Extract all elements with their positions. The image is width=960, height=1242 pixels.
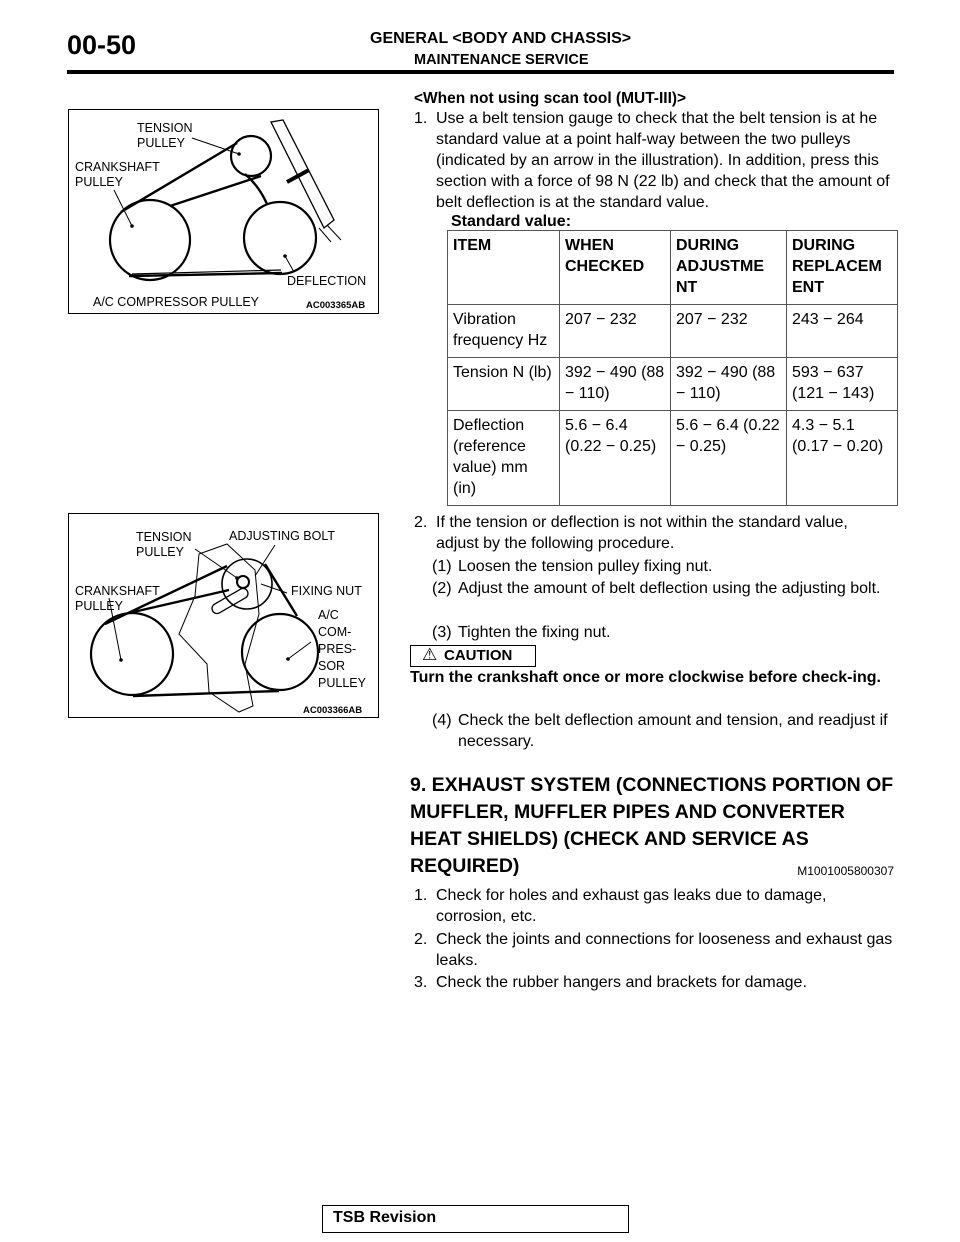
belt-tension-figure [68,109,379,314]
table-cell: 4.3 − 5.1 (0.17 − 0.20) [787,411,898,506]
label-deflection: DEFLECTION [287,274,367,288]
table-cell: 392 − 490 (88 − 110) [560,358,671,411]
item-text: Check the joints and connections for looseness and exhaust gas leaks. [436,931,893,969]
subsection-title: MAINTENANCE SERVICE [414,52,589,68]
item-number: 1. [414,887,428,904]
table-cell: 243 − 264 [787,305,898,358]
substep-number: (1) [432,558,452,575]
item-number: 3. [414,974,428,991]
item-number: 2. [414,931,428,948]
label-tension-pulley: PULLEY [136,545,184,559]
section-9-code: M1001005800307 [797,864,894,878]
item-text: Check for holes and exhaust gas leaks due to damage, corrosion, etc. [436,887,827,925]
substep-2 [432,578,894,599]
step-text: If the tension or deflection is not within the standard value, adjust by the following procedure. [436,514,848,552]
substep-3 [432,622,894,643]
caution-badge [410,645,536,667]
caution-label: CAUTION [444,647,513,664]
substep-number: (4) [432,712,452,729]
step-number: 2. [414,514,428,531]
label-ac-sor: SOR [318,659,346,673]
label-tension: TENSION [137,121,193,135]
table-cell: 593 − 637 (121 − 143) [787,358,898,411]
table-cell: 392 − 490 (88 − 110) [671,358,787,411]
belt-adjust-illustration [69,514,378,717]
label-crankshaft-pulley: PULLEY [75,599,123,613]
substep-number: (2) [432,580,452,597]
step-1 [414,108,894,213]
table-row [448,358,898,411]
substep-text: Check the belt deflection amount and tension, and readjust if necessary. [458,712,888,750]
section-9-heading: 9. EXHAUST SYSTEM (CONNECTIONS PORTION OF MUFFLER, MUFFLER PIPES AND CONVERTER HEAT SHIELDS) (CHECK AND SERVICE AS REQUIRED) [410,774,894,877]
label-ac-pulley: PULLEY [318,676,366,690]
step-2 [414,512,894,554]
label-ac-com: COM- [318,625,352,639]
table-cell: 5.6 − 6.4 (0.22 − 0.25) [560,411,671,506]
label-ac: A/C [318,608,339,622]
standard-value-label: Standard value: [451,213,572,230]
step-number: 1. [414,110,428,127]
label-crankshaft: CRANKSHAFT [75,160,160,174]
substep-4 [432,710,894,752]
substep-text: Loosen the tension pulley fixing nut. [458,558,713,575]
standard-value-table [447,230,898,506]
substep-number: (3) [432,624,452,641]
exhaust-item-3 [414,972,894,993]
label-adjusting-bolt: ADJUSTING BOLT [229,529,336,543]
tsb-revision-label: TSB Revision [333,1209,437,1226]
figure-code: AC003365AB [306,300,366,311]
exhaust-item-2 [414,929,894,971]
substep-1 [432,556,894,577]
table-header-cell: ITEM [448,231,560,305]
label-fixing-nut: FIXING NUT [291,584,362,598]
table-cell: Tension N (lb) [448,358,560,411]
section-title: GENERAL <BODY AND CHASSIS> [370,30,632,47]
page-number: 00-50 [67,30,137,60]
exhaust-item-1 [414,885,894,927]
table-cell: 207 − 232 [671,305,787,358]
label-crankshaft-pulley: PULLEY [75,175,123,189]
figure-code: AC003366AB [303,705,363,716]
table-cell: Deflection (reference value) mm (in) [448,411,560,506]
label-tension: TENSION [136,530,192,544]
belt-adjust-figure [68,513,379,718]
condition-heading: <When not using scan tool (MUT-III)> [414,90,687,107]
table-row [448,305,898,358]
table-header-row [448,231,898,305]
table-row [448,411,898,506]
caution-text: Turn the crankshaft once or more clockwise before check-ing. [410,669,881,686]
step-text: Use a belt tension gauge to check that the belt tension is at he standard value at a point half-way between the two pulleys (indicated by an arrow in the illustration). In addition, press this section with a force of 98 N (22 lb) and check that the amount of belt deflection is at the standard value. [436,110,890,211]
warning-triangle-icon: ⚠ [422,645,438,664]
substep-text: Adjust the amount of belt deflection using the adjusting bolt. [458,580,881,597]
label-tension-pulley: PULLEY [137,136,185,150]
table-header-cell: WHEN CHECKED [560,231,671,305]
table-header-cell: DURING ADJUSTME NT [671,231,787,305]
label-ac-pres: PRES- [318,642,357,656]
belt-tension-illustration [69,110,378,313]
label-ac-compressor-pulley: A/C COMPRESSOR PULLEY [93,295,260,309]
table-cell: 5.6 − 6.4 (0.22 − 0.25) [671,411,787,506]
table-cell: 207 − 232 [560,305,671,358]
table-header-cell: DURING REPLACEM ENT [787,231,898,305]
substep-text: Tighten the fixing nut. [458,624,611,641]
header-rule [67,70,894,74]
label-crankshaft: CRANKSHAFT [75,584,160,598]
item-text: Check the rubber hangers and brackets for damage. [436,974,807,991]
table-cell: Vibration frequency Hz [448,305,560,358]
